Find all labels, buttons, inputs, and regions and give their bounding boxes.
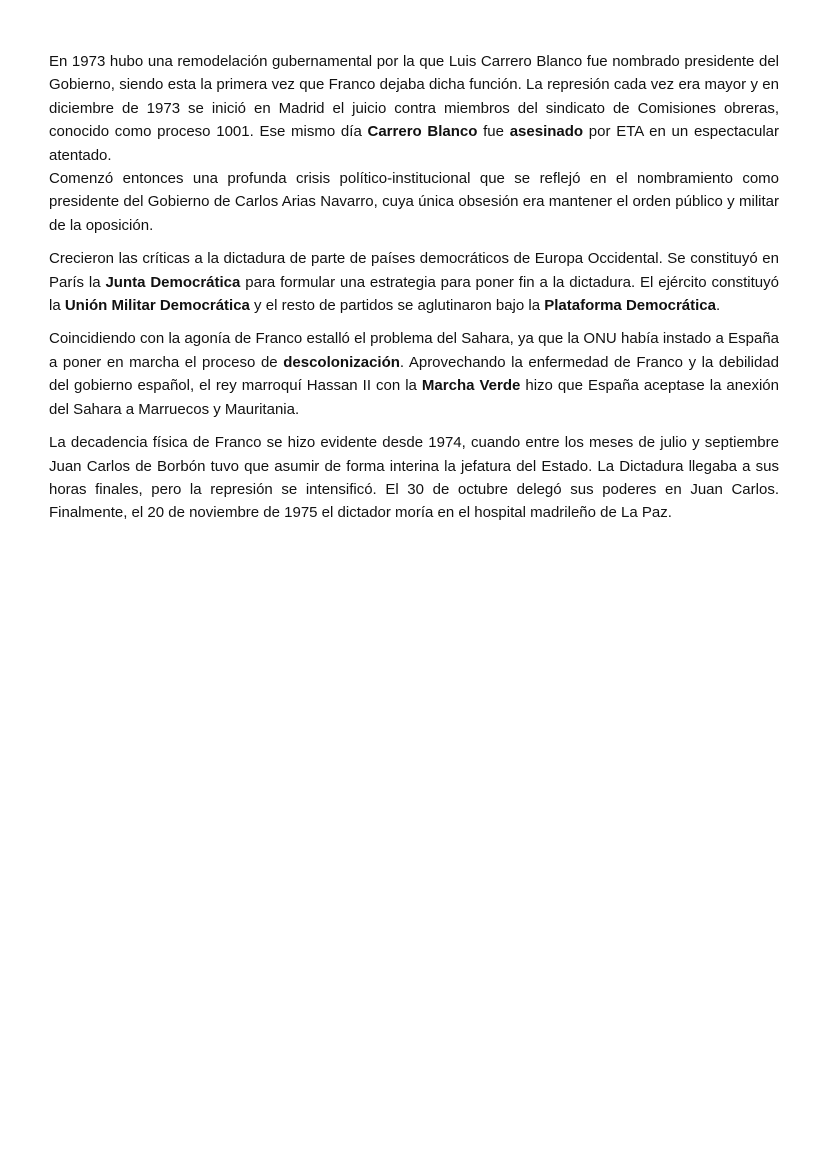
paragraph-carrero-blanco bbox=[49, 50, 779, 167]
text-run: y el resto de partidos se aglutinaron bajo la bbox=[249, 297, 545, 315]
paragraph-oposicion bbox=[49, 247, 779, 317]
text-run: La decadencia física de Franco se hizo evidente desde 1974, cuando entre los meses de julio y septiembre Juan Carlos de Borbón tuvo que asumir de forma interina la jefatura del Estado. La Dictadura llegaba a sus horas finales, pero la represión se intensificó. El 30 de octubre delegó sus poderes en Juan Carlos. Finalmente, el 20 de noviembre de 1975 el dictador moría en el hospital madrileño de La Paz. bbox=[49, 434, 779, 522]
bold-term-plataforma-democratica: Plataforma Democrática bbox=[544, 297, 716, 315]
text-run: hizo que España aceptase la anexión del Sahara a Marruecos y Mauritania. bbox=[49, 377, 779, 418]
bold-term-descolonizacion: descolonización bbox=[283, 353, 400, 371]
text-run: para formular una estrategia para poner fin a la dictadura. El ejército constituyó la bbox=[49, 273, 779, 315]
text-run: Comenzó entonces una profunda crisis político-institucional que se reflejó en el nombramiento como presidente del Gobierno de Carlos Arias Navarro, cuya única obsesión era mantener el orden público y militar de la oposición. bbox=[49, 170, 779, 234]
text-run: por ETA en un espectacular atentado. bbox=[49, 123, 779, 164]
bold-term-asesinado: asesinado bbox=[509, 123, 584, 141]
text-run: . Aprovechando la enfermedad de Franco y la debilidad del gobierno español, el rey marroquí Hassan II con la bbox=[49, 353, 779, 395]
document-page bbox=[49, 50, 779, 525]
text-run: . bbox=[716, 297, 721, 315]
text-run: Coincidiendo con la agonía de Franco estalló el problema del Sahara, ya que la ONU había instado a España a poner en marcha el proceso de bbox=[49, 330, 779, 371]
text-run: En 1973 hubo una remodelación gubernamental por la que Luis Carrero Blanco fue nombrado presidente del Gobierno, siendo esta la primera vez que Franco dejaba dicha función. La represión cada vez era mayor y en diciembre de 1973 se inició en Madrid el juicio contra miembros del sindicato de Comisiones obreras, conocido como proceso 1001. Ese mismo día bbox=[49, 53, 779, 141]
paragraph-crisis bbox=[49, 167, 779, 237]
text-run: Crecieron las críticas a la dictadura de parte de países democráticos de Europa Occidental. Se constituyó en París la bbox=[49, 250, 779, 291]
text-run: fue bbox=[477, 123, 510, 141]
paragraph-sahara bbox=[49, 327, 779, 421]
bold-term-marcha-verde: Marcha Verde bbox=[421, 377, 521, 395]
bold-term-carrero-blanco: Carrero Blanco bbox=[367, 123, 478, 141]
paragraph-muerte-franco bbox=[49, 431, 779, 525]
bold-term-junta-democratica: Junta Democrática bbox=[105, 273, 241, 291]
bold-term-union-militar-democratica: Unión Militar Democrática bbox=[64, 297, 250, 315]
